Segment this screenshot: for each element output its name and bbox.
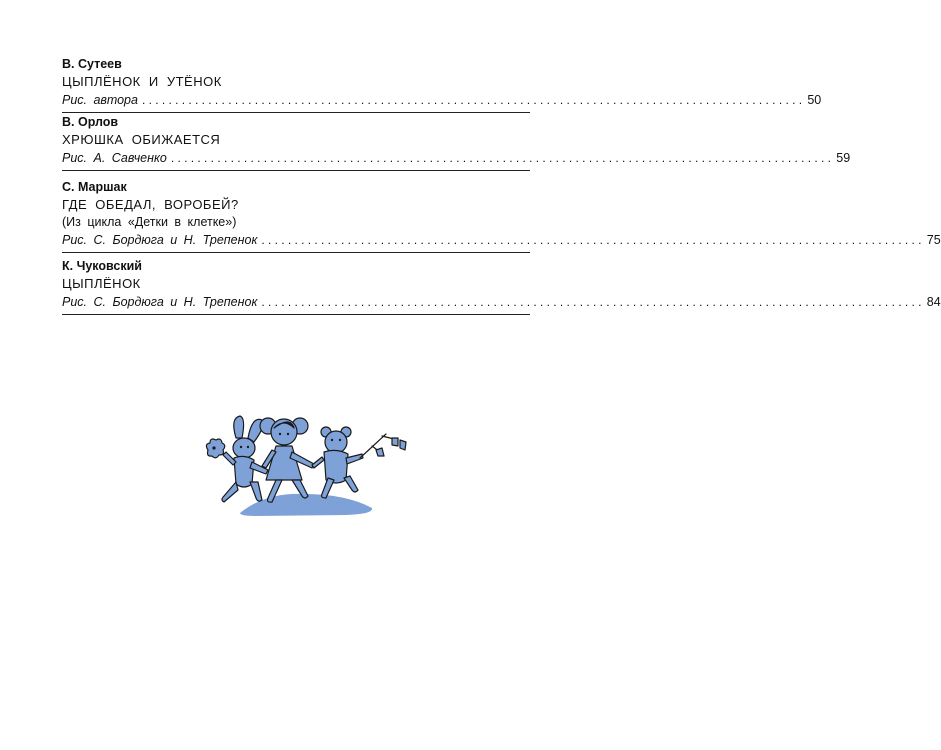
- entry-illustrator-line: [62, 91, 822, 110]
- entry-illustrator: Рис. автора: [62, 93, 138, 107]
- entry-title: ЦЫПЛЁНОК И УТЁНОК: [62, 74, 222, 89]
- table-of-contents: [62, 56, 941, 318]
- flower-icon: [206, 439, 224, 458]
- divider: [62, 112, 530, 113]
- toc-entry-chukovsky: [62, 258, 941, 318]
- bellflower-icon: [360, 434, 406, 458]
- entry-title: ЦЫПЛЁНОК: [62, 276, 141, 291]
- entry-page-number: 75: [926, 233, 941, 247]
- toc-entry-orlov: [62, 114, 851, 179]
- entry-title: ХРЮШКА ОБИЖАЕТСЯ: [62, 132, 221, 147]
- decorative-illustration: [196, 410, 414, 522]
- entry-note: (Из цикла «Детки в клетке»): [62, 215, 237, 229]
- entry-illustrator: Рис. С. Бордюга и Н. Трепенок: [62, 233, 258, 247]
- leader-dots: ....................................................................................................: [141, 93, 806, 107]
- leader-dots: ....................................................................................................: [170, 151, 835, 165]
- entry-illustrator: Рис. С. Бордюга и Н. Трепенок: [62, 295, 258, 309]
- entry-illustrator: Рис. А. Савченко: [62, 151, 167, 165]
- entry-page-number: 50: [807, 93, 822, 107]
- entry-author: В. Сутеев: [62, 57, 122, 71]
- entry-author: К. Чуковский: [62, 259, 142, 273]
- divider: [62, 252, 530, 253]
- entry-illustrator-line: [62, 149, 851, 168]
- entry-title: ГДЕ ОБЕДАЛ, ВОРОБЕЙ?: [62, 197, 239, 212]
- entry-author: С. Маршак: [62, 180, 127, 194]
- bear-figure: [312, 427, 363, 498]
- divider: [62, 314, 530, 315]
- leader-dots: ....................................................................................................: [261, 295, 925, 309]
- entry-page-number: 84: [926, 295, 941, 309]
- entry-illustrator-line: [62, 293, 941, 312]
- toc-entry-suteev: [62, 56, 822, 114]
- toc-entry-marshak: [62, 179, 941, 258]
- divider: [62, 170, 530, 171]
- entry-page-number: 59: [836, 151, 851, 165]
- entry-author: В. Орлов: [62, 115, 119, 129]
- leader-dots: ....................................................................................................: [261, 233, 925, 247]
- girl-figure: [260, 418, 314, 502]
- entry-illustrator-line: [62, 231, 941, 250]
